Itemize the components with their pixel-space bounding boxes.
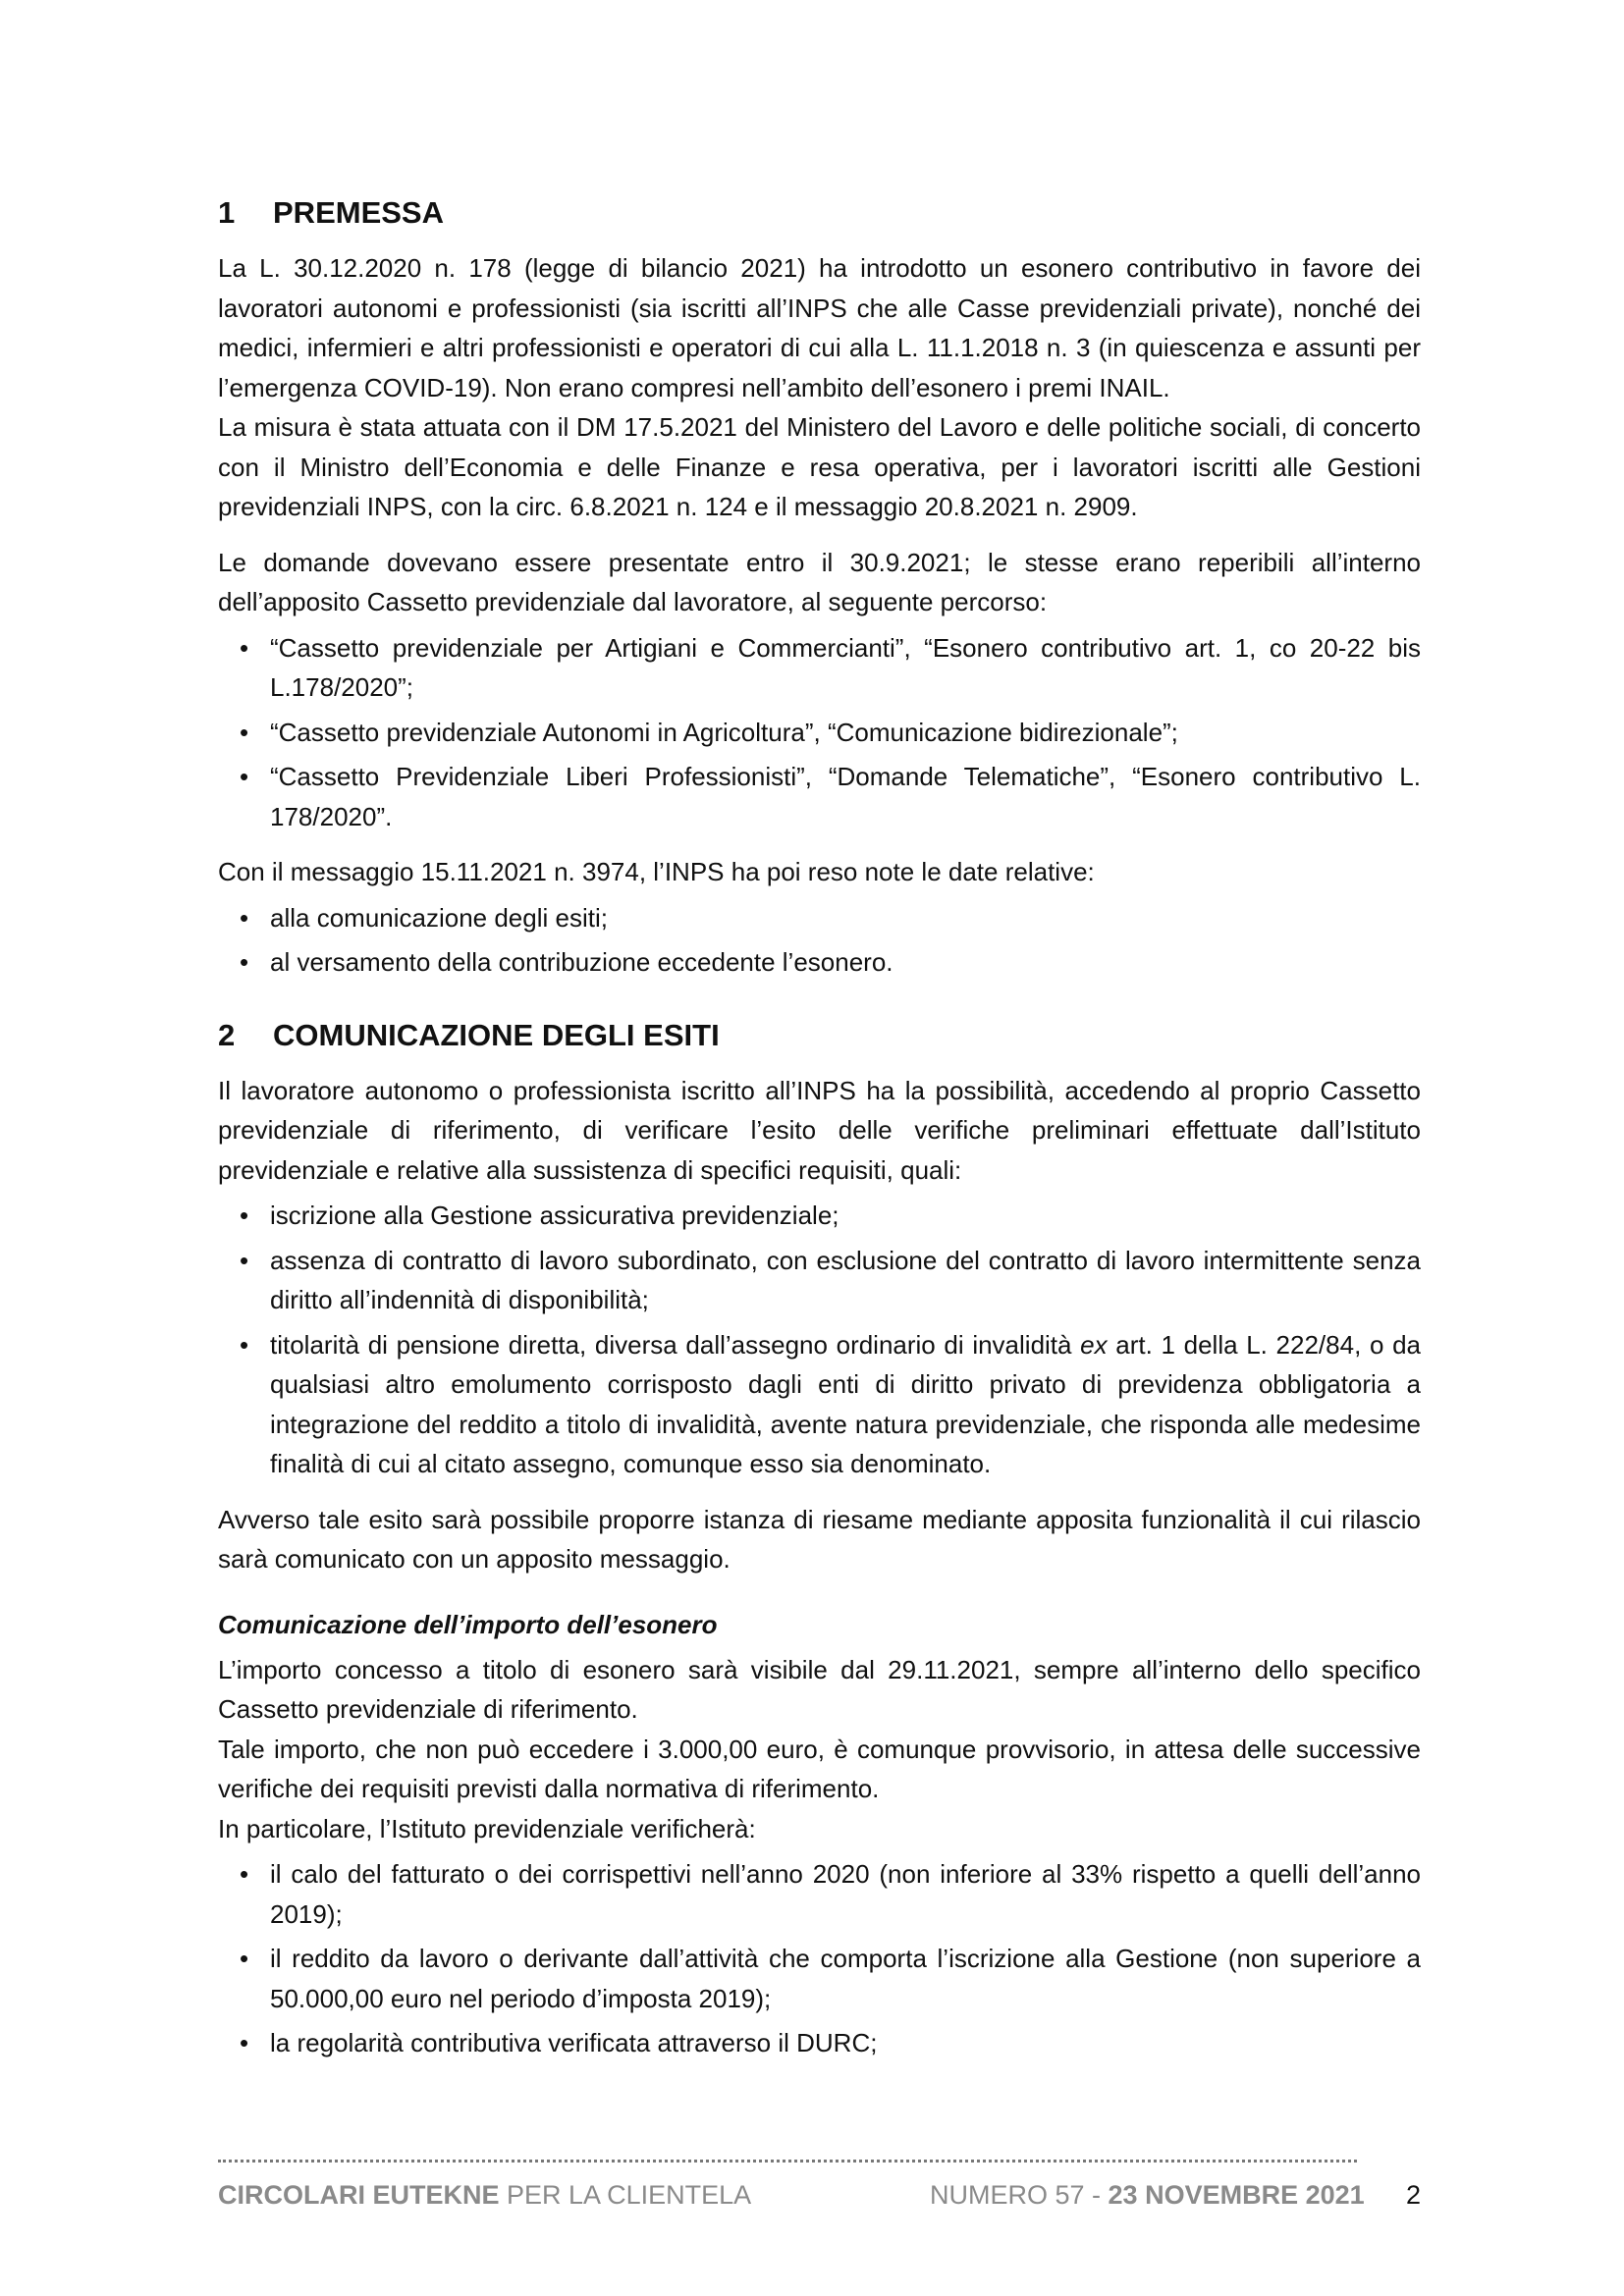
paragraph: Avverso tale esito sarà possibile proporre istanza di riesame mediante apposita funzionalità il cui rilascio sarà comunicato con un apposito messaggio.	[218, 1504, 1421, 1574]
list-item: • al versamento della contribuzione eccedente l’esonero.	[218, 942, 1421, 983]
list-item: • “Cassetto Previdenziale Liberi Professionisti”, “Domande Telematiche”, “Esonero contributivo L. 178/2020”.	[218, 757, 1421, 836]
paragraph: Tale importo, che non può eccedere i 3.000,00 euro, è comunque provvisorio, in attesa delle successive verifiche dei requisiti previsti dalla normativa di riferimento.	[218, 1734, 1421, 1803]
bullet-list	[218, 628, 1421, 837]
paragraph: Il lavoratore autonomo o professionista iscritto all’INPS ha la possibilità, accedendo al proprio Cassetto previdenziale di riferimento, di verificare l’esito delle verifiche preliminari effettuate dall’Istituto previdenziale e relative alla sussistenza di specifici requisiti, quali:	[218, 1075, 1421, 1185]
list-item: • il reddito da lavoro o derivante dall’attività che comporta l’iscrizione alla Gestione (non superiore a 50.000,00 euro nel periodo d’imposta 2019);	[218, 1939, 1421, 2018]
paragraph: L’importo concesso a titolo di esonero sarà visibile dal 29.11.2021, sempre all’interno dello specifico Cassetto previdenziale di riferimento.	[218, 1654, 1421, 1724]
paragraph: Con il messaggio 15.11.2021 n. 3974, l’INPS ha poi reso note le date relative:	[218, 857, 1095, 886]
bullet-list	[218, 1196, 1421, 1484]
list-item: • titolarità di pensione diretta, diversa dall’assegno ordinario di invalidità ex art. 1 della L. 222/84, o da qualsiasi altro emolumento corrisposto dagli enti di diritto privato di previdenza obbligatoria a integrazione del reddito a titolo di invalidità, avente natura previdenziale, che risponda alle medesime finalità di cui al citato assegno, comunque esso sia denominato.	[218, 1325, 1421, 1484]
subheading: Comunicazione dell’importo dell’esonero	[218, 1609, 718, 1639]
paragraph: La L. 30.12.2020 n. 178 (legge di bilancio 2021) ha introdotto un esonero contributivo in favore dei lavoratori autonomi e professionisti (sia iscritti all’INPS che alle Casse previdenziali private), nonché dei medici, infermieri e altri professionisti e operatori di cui alla L. 11.1.2018 n. 3 (in quiescenza e assunti per l’emergenza COVID-19). Non erano compresi nell’ambito dell’esonero i premi INAIL.	[218, 253, 1421, 402]
list-item: • “Cassetto previdenziale per Artigiani e Commercianti”, “Esonero contributivo art. 1, co 20-22 bis L.178/2020”;	[218, 628, 1421, 708]
paragraph: Le domande dovevano essere presentate entro il 30.9.2021; le stesse erano reperibili all’interno dell’apposito Cassetto previdenziale dal lavoratore, al seguente percorso:	[218, 547, 1421, 616]
bullet-list	[218, 1854, 1421, 2063]
footer-brand: CIRCOLARI EUTEKNE PER LA CLIENTELA	[218, 2180, 752, 2210]
list-item: • alla comunicazione degli esiti;	[218, 898, 1421, 938]
page-number: 2	[1406, 2180, 1422, 2210]
list-item: • la regolarità contributiva verificata attraverso il DURC;	[218, 2023, 1421, 2063]
bullet-list	[218, 898, 1421, 983]
list-item: • iscrizione alla Gestione assicurativa previdenziale;	[218, 1196, 1421, 1236]
list-item: • assenza di contratto di lavoro subordinato, con esclusione del contratto di lavoro intermittente senza diritto all’indennità di disponibilità;	[218, 1241, 1421, 1320]
paragraph: La misura è stata attuata con il DM 17.5.2021 del Ministero del Lavoro e delle politiche sociali, di concerto con il Ministro dell’Economia e delle Finanze e resa operativa, per i lavoratori iscritti alle Gestioni previdenziali INPS, con la circ. 6.8.2021 n. 124 e il messaggio 20.8.2021 n. 2909.	[218, 412, 1421, 521]
list-item: • “Cassetto previdenziale Autonomi in Agricoltura”, “Comunicazione bidirezionale”;	[218, 713, 1421, 753]
paragraph: In particolare, l’Istituto previdenziale verificherà:	[218, 1813, 756, 1843]
footer-issue: NUMERO 57 - 23 NOVEMBRE 2021	[930, 2180, 1365, 2210]
document-body	[218, 191, 1421, 2068]
footer-divider	[218, 2160, 1357, 2163]
section-heading-comunicazione: 2 COMUNICAZIONE DEGLI ESITI	[218, 1017, 720, 1052]
section-heading-premessa: 1 PREMESSA	[218, 195, 444, 230]
list-item: • il calo del fatturato o dei corrispettivi nell’anno 2020 (non inferiore al 33% rispetto a quelli dell’anno 2019);	[218, 1854, 1421, 1934]
